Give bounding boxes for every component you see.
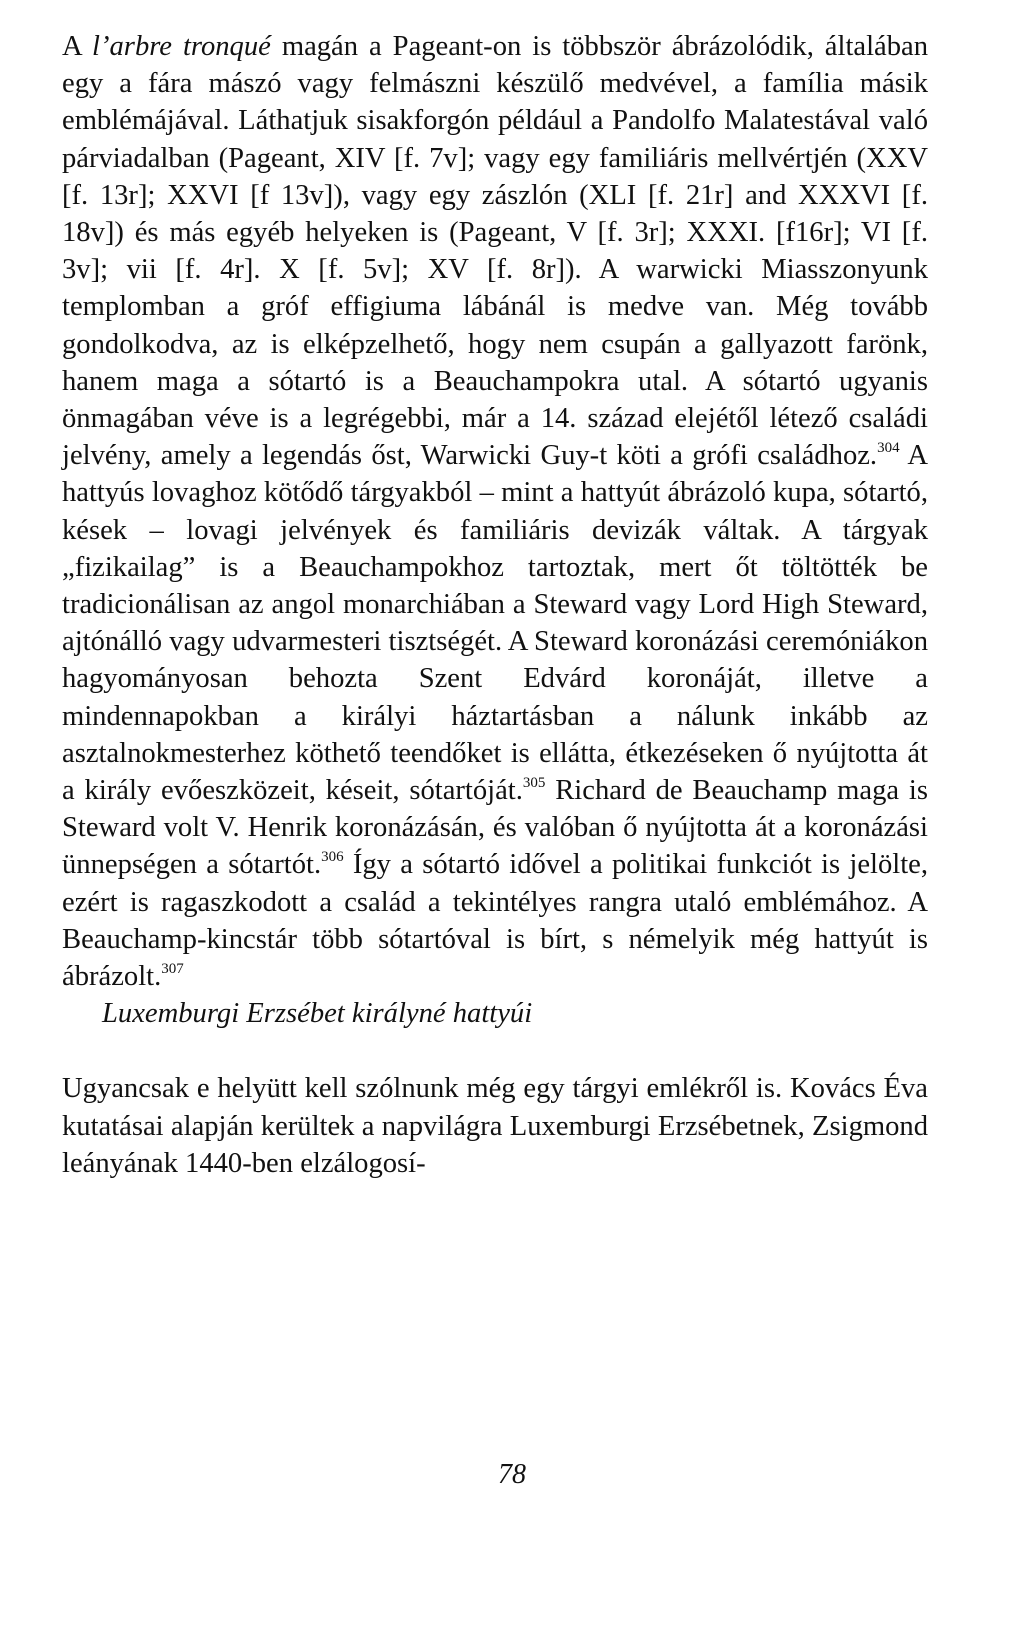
- footnote-ref-307[interactable]: 307: [161, 961, 184, 978]
- paragraph-2: Ugyancsak e helyütt kell szólnunk még egy tárgyi emlékről is. Kovács Éva kutatásai alapján kerültek a napvilágra Luxemburgi Erzsébetnek, Zsigmond leányának 1440-ben elzálogosí-: [62, 1073, 928, 1179]
- paragraph-1-text-c: Richard de Beauchamp maga is Steward volt V. Henrik koronázásán, és valóban ő nyújtotta át a koronázási ünnepségen a sótartót.: [62, 775, 928, 881]
- paragraph-1-lead: A: [62, 31, 93, 62]
- french-phrase: l’arbre tronqué: [92, 31, 271, 62]
- footnote-ref-305[interactable]: 305: [522, 775, 546, 792]
- section-spacer: [62, 1032, 928, 1070]
- footnote-ref-304[interactable]: 304: [877, 440, 900, 457]
- paragraph-1-text-d: Így a sótartó idővel a politikai funkciót is jelölte, ezért is ragaszkodott a család a tekintélyes rangra utaló emblémához. A Beauchamp-kincstár több sótartóval is bírt, s némelyik még hattyút is ábrázolt.: [62, 849, 928, 993]
- paragraph-1: [62, 28, 928, 995]
- section-heading: Luxemburgi Erzsébet királyné hattyúi: [102, 998, 533, 1030]
- paragraph-1-text-b: A hattyús lovaghoz kötődő tárgyakból – mint a hattyút ábrázoló kupa, sótartó, kések – lovagi jelvények és familiáris devizák váltak. A tárgyak „fizikailag” is a Beauchampokhoz tartoztak, mert őt töltötték be tradicionálisan az angol monarchiában a Steward vagy Lord High Steward, ajtónálló vagy udvarmesteri tisztségét. A Steward koronázási ceremóniákon hagyományosan behozta Szent Edvárd koronáját, illetve a mindennapokban a királyi háztartásban a nálunk inkább az asztalnokmesterhez köthető teendőket is ellátta, étkezéseken ő nyújtotta át a király evőeszközeit, késeit, sótartóját.: [62, 440, 928, 807]
- paragraph-1-text-a: magán a Pageant-on is többször ábrázolódik, általában egy a fára mászó vagy felmászni készülő medvével, a família másik emblémájával. Láthatjuk sisakforgón például a Pandolfo Malatestával való párviadalban (Pageant, XIV [f. 7v]; vagy egy familiáris mellvértjén (XXV [f. 13r]; XXVI [f 13v]), vagy egy zászlón (XLI [f. 21r] and XXXVI [f. 18v]) és más egyéb helyeken is (Pageant, V [f. 3r]; XXXI. [f16r]; VI [f. 3v]; vii [f. 4r]. X [f. 5v]; XV [f. 8r]). A warwicki Miasszonyunk templomban a gróf effigiuma lábánál is medve van. Még tovább gondolkodva, az is elképzelhető, hogy nem csupán a gallyazott farönk, hanem maga a sótartó is a Beauchampokra utal. A sótartó ugyanis önmagában véve is a legrégebbi, már a 14. század elejétől létező családi jelvény, amely a legendás őst, Warwicki Guy-t köti a grófi családhoz.: [62, 31, 929, 472]
- page-body: [62, 28, 928, 1182]
- footnote-ref-306[interactable]: 306: [321, 849, 344, 866]
- page-number: 78: [498, 1459, 526, 1490]
